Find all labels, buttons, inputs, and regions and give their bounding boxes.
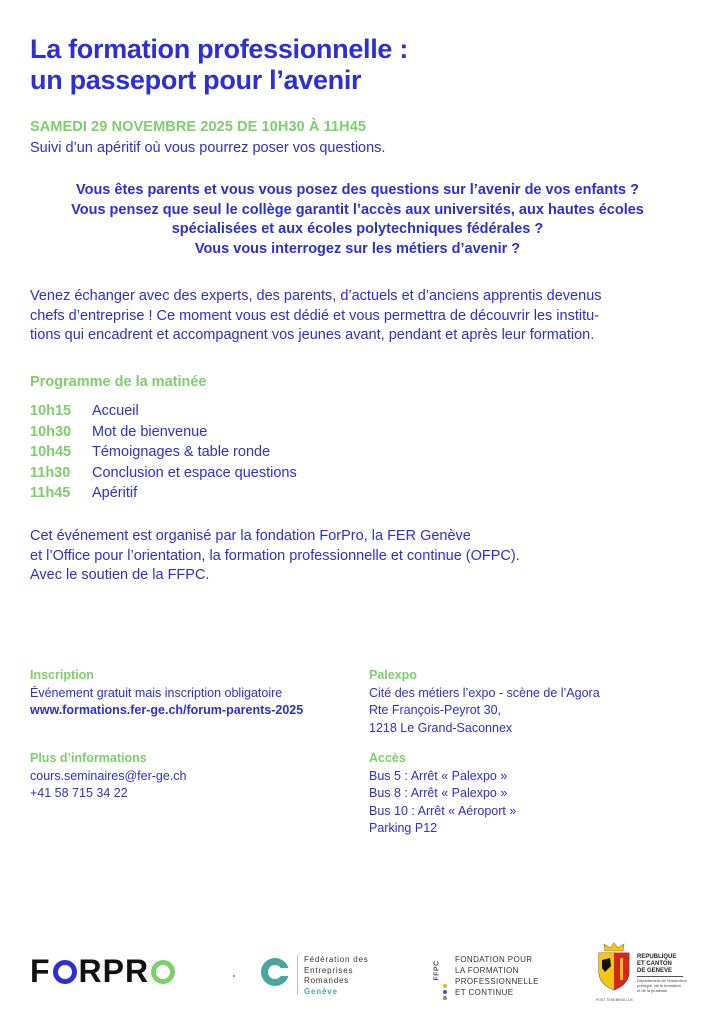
fer-logo-text [304,955,369,997]
inscription-block [30,667,303,720]
page-title [30,34,408,96]
venue-block [369,667,600,737]
forpro-logo-rpr: RPR [78,953,150,989]
republique-line: ET CANTON [637,961,672,967]
inscription-link[interactable]: www.formations.fer-ge.ch/forum-parents-2025 [30,703,304,717]
organisation-line: Cet événement est organisé par la fondation ForPro, la FER Genève [30,528,471,544]
info-heading: Plus d’informations [30,751,147,765]
ffpc-vertical-label: FFPC [433,960,441,981]
intro-line: Venez échanger avec des experts, des parents, d’actuels et d’anciens apprentis devenus [30,288,602,304]
ffpc-line: LA FORMATION [455,966,519,975]
event-followup: Suivi d’un apéritif où vous pourrez poser vos questions. [30,140,386,156]
organisation-line: et l’Office pour l’orientation, la formation professionnelle et continue (OFPC). [30,547,520,564]
access-heading: Accès [369,751,406,765]
title-line-2: un passeport pour l’avenir [30,65,362,95]
programme-item [30,442,297,463]
programme-time: 11h45 [30,485,71,501]
forpro-logo-f: F [30,953,51,989]
organisation-line: Avec le soutien de la FFPC. [30,567,210,583]
fer-logo-mark [258,955,292,994]
republique-department [637,978,687,993]
fer-circle-icon [258,955,292,989]
access-block [369,750,516,838]
department-line: publique, de la formation [637,983,681,988]
programme-title: Programme de la matinée [30,374,207,390]
event-date: SAMEDI 29 NOVEMBRE 2025 DE 10H30 À 11H45 [30,119,367,135]
question-line: Vous êtes parents et vous vous posez des questions sur l’avenir de vos enfants ? [76,182,639,198]
fer-city: Genève [304,986,338,996]
inscription-text: Événement gratuit mais inscription obligatoire [30,685,283,700]
programme-item [30,463,297,484]
question-line: Vous pensez que seul le collège garantit l’accès aux universités, aux hautes écoles [71,201,644,218]
title-line-1: La formation professionnelle : [30,34,409,64]
programme-time: 10h15 [30,403,72,419]
info-email[interactable]: cours.seminaires@fer-ge.ch [30,768,187,783]
organisation-paragraph [30,527,520,586]
programme-label: Mot de bienvenue [92,423,208,440]
fer-line: Fédération des [304,955,369,964]
forpro-ring-icon [151,960,175,984]
venue-line: 1218 Le Grand-Saconnex [369,720,513,735]
access-line: Parking P12 [369,821,438,835]
access-line: Bus 10 : Arrêt « Aéroport » [369,803,517,818]
intro-paragraph [30,287,602,346]
ffpc-logo-mark [433,953,451,999]
ffpc-dot-icon [443,984,447,988]
republique-logo-text [637,954,676,975]
question-line: Vous vous interrogez sur les métiers d’avenir ? [194,240,521,257]
intro-line: tions qui encadrent et accompagnent vos jeunes avant, pendant et après leur formation. [30,327,595,343]
programme-time: 10h30 [30,423,72,440]
forpro-ring-icon [53,960,77,984]
department-line: et de la jeunesse [637,988,668,993]
republique-line: REPUBLIQUE [637,954,677,960]
info-block [30,750,187,803]
programme-label: Conclusion et espace questions [92,464,297,481]
fer-line: Entreprises [304,965,354,975]
forpro-logo [30,953,177,990]
programme-item [30,422,297,443]
ffpc-dot-icon [443,996,447,1000]
republique-divider [637,976,683,977]
department-line: Département de l’instruction [637,978,687,983]
fer-divider [297,955,298,995]
ffpc-line: ET CONTINUE [455,988,514,997]
ffpc-dot-icon [443,990,447,994]
programme-list [30,401,297,504]
inscription-heading: Inscription [30,668,94,682]
access-line: Bus 5 : Arrêt « Palexpo » [369,768,508,783]
venue-line: Rte François-Peyrot 30, [369,703,501,717]
ffpc-logo-text [455,954,539,998]
fer-line: Romandes [304,976,350,985]
info-phone[interactable]: +41 58 715 34 22 [30,786,128,800]
access-line: Bus 8 : Arrêt « Palexpo » [369,786,508,800]
programme-label: Apéritif [92,485,138,501]
programme-item [30,401,297,422]
venue-heading: Palexpo [369,668,417,682]
programme-label: Témoignages & table ronde [92,444,271,460]
programme-item [30,483,297,504]
programme-time: 10h45 [30,444,72,460]
geneva-motto: POST TENEBRAS LUX [596,998,634,1002]
question-line: spécialisées et aux écoles polytechniques fédérales ? [171,221,544,237]
venue-line: Cité des métiers l’expo - scène de l’Agora [369,685,600,700]
ffpc-line: PROFESSIONNELLE [455,977,539,986]
questions-block [20,181,695,259]
programme-time: 11h30 [30,464,71,481]
intro-line: chefs d’entreprise ! Ce moment vous est dédié et vous permettra de découvrir les institu- [30,307,599,324]
programme-label: Accueil [92,403,139,419]
republique-line: DE GENEVE [637,968,673,974]
geneva-coat-of-arms-icon [596,942,633,1002]
logo-separator-dot [233,975,235,977]
ffpc-line: FONDATION POUR [455,955,533,964]
